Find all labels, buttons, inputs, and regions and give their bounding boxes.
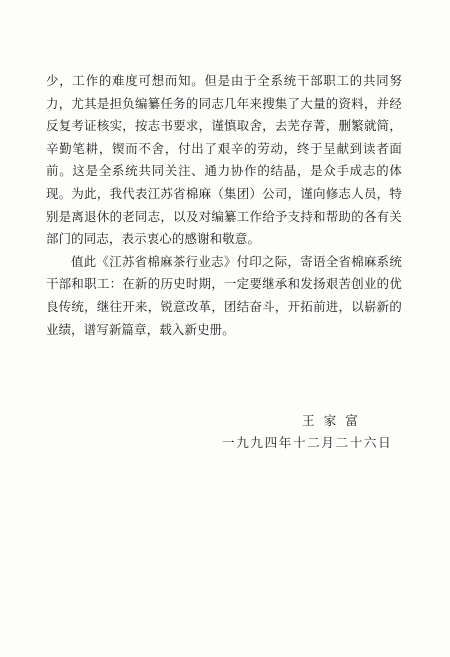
- document-body: [46, 70, 402, 341]
- paragraph-dedication: 值此《江苏省棉麻茶行业志》付印之际，寄语全省棉麻系统干部和职工：在新的历史时期，一定要继承和发扬艰苦创业的优良传统，继往开来，锐意改革，团结奋斗，开拓前进，以崭新的业绩，谱写新篇章，载入新史册。: [46, 253, 402, 337]
- signature-date: 一九九四年十二月二十六日: [222, 435, 393, 450]
- paragraph-continued: 少，工作的难度可想而知。但是由于全系统干部职工的共同努力，尤其是担负编纂任务的同志几年来搜集了大量的资料，并经反复考证核实，按志书要求，谨慎取舍，去芜存菁，删繁就简，辛勤笔耕，锲而不舍，付出了艰辛的劳动，终于呈献到读者面前。这是全系统共同关注、通力协作的结晶，是众手成志的体现。为此，我代表江苏省棉麻（集团）公司，谨向修志人员，特别是离退休的老同志，以及对编纂工作给予支持和帮助的各有关部门的同志，表示衷心的感谢和敬意。: [46, 73, 402, 247]
- signature-name: 王家富: [302, 413, 367, 428]
